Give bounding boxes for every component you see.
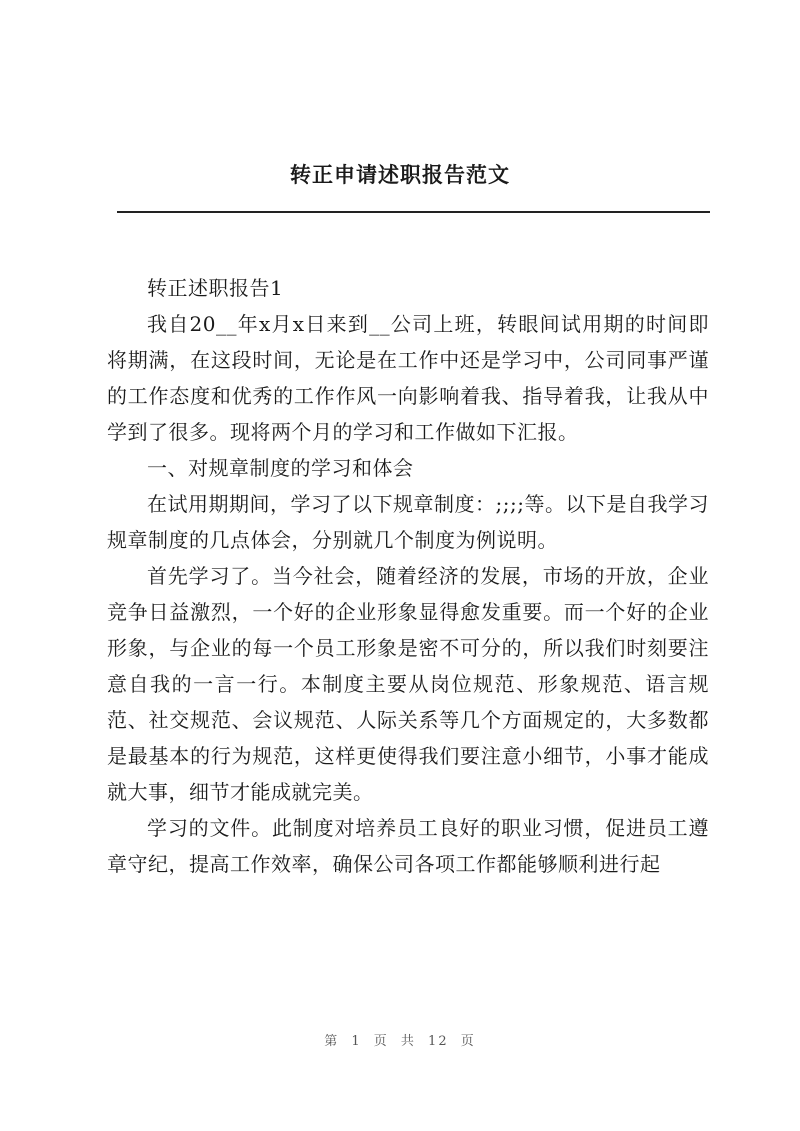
body-paragraph: 学习的文件。此制度对培养员工良好的职业习惯，促进员工遵章守纪，提高工作效率，确保公司各项工作都能够顺利进行起 [107,816,709,876]
page-number-footer: 第 1 页 共 12 页 [324,1034,476,1049]
title-divider [117,211,710,213]
body-paragraph: 首先学习了。当今社会，随着经济的发展，市场的开放，企业竞争日益激烈，一个好的企业形象显得愈发重要。而一个好的企业形象，与企业的每一个员工形象是密不可分的，所以我们时刻要注意自我的一言一行。本制度主要从岗位规范、形象规范、语言规范、社交规范、会议规范、人际关系等几个方面规定的，大多数都是最基本的行为规范，这样更使得我们要注意小细节，小事才能成就大事，细节才能成就完美。 [107,564,709,804]
report-heading: 转正述职报告1 [147,276,284,300]
page-title: 转正申请述职报告范文 [290,162,510,187]
document-body [107,270,709,882]
body-paragraph: 在试用期期间，学习了以下规章制度：;;;;等。以下是自我学习规章制度的几点体会，分别就几个制度为例说明。 [107,492,709,552]
section-heading: 一、对规章制度的学习和体会 [147,456,414,480]
intro-paragraph: 我自20__年x月x日来到__公司上班，转眼间试用期的时间即将期满，在这段时间，无论是在工作中还是学习中，公司同事严谨的工作态度和优秀的工作作风一向影响着我、指导着我，让我从中学到了很多。现将两个月的学习和工作做如下汇报。 [107,312,709,444]
